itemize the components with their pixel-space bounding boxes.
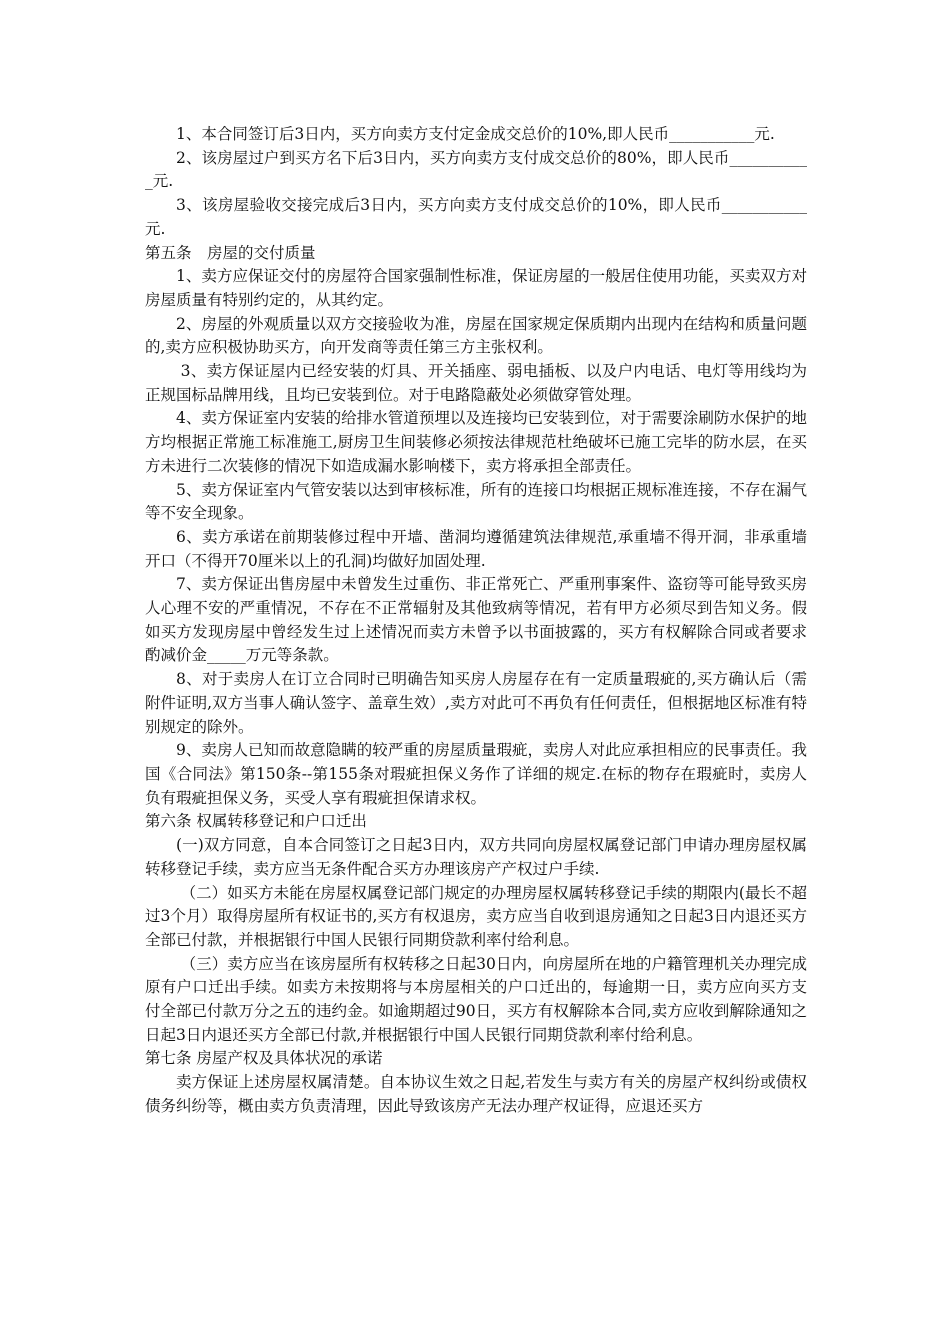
paragraph-quality-1: 1、卖方应保证交付的房屋符合国家强制性标准，保证房屋的一般居住使用功能，买卖双方对房屋质量有特别约定的，从其约定。 (145, 267, 807, 309)
paragraph-quality-2: 2、房屋的外观质量以双方交接验收为准，房屋在国家规定保质期内出现内在结构和质量问题的,卖方应积极协助买方，向开发商等责任第三方主张权利。 (145, 314, 807, 357)
paragraph-quality-5: 5、卖方保证室内气管安装以达到审核标准，所有的连接口均根据正规标准连接，不存在漏气等不安全现象。 (145, 480, 807, 523)
paragraph-quality-4: 4、卖方保证室内安装的给排水管道预埋以及连接均已安装到位，对于需要涂刷防水保护的地方均根据正常施工标准施工,厨房卫生间装修必须按法律规范杜绝破坏已施工完毕的防水层，在买方未进行二次装修的情况下如造成漏水影响楼下，卖方将承担全部责任。 (145, 409, 807, 475)
section-heading-5: 第五条 房屋的交付质量 (145, 243, 316, 262)
paragraph-quality-7: 7、卖方保证出售房屋中未曾发生过重伤、非正常死亡、严重刑事案件、盗窃等可能导致买房人心理不安的严重情况，不存在不正常辐射及其他致病等情况，若有甲方必须尽到告知义务。假如买方发现房屋中曾经发生过上述情况而卖方未曾予以书面披露的，买方有权解除合同或者要求酌减价金_____万元等条款。 (145, 575, 807, 665)
paragraph-title-1: 卖方保证上述房屋权属清楚。自本协议生效之日起,若发生与卖方有关的房屋产权纠纷或债权债务纠纷等，概由卖方负责清理，因此导致该房产无法办理产权证得，应退还买方 (145, 1073, 807, 1115)
paragraph-quality-6: 6、卖方承诺在前期装修过程中开墙、凿洞均遵循建筑法律规范,承重墙不得开洞，非承重墙开口（不得开70厘米以上的孔洞)均做好加固处理. (145, 527, 807, 570)
paragraph-payment-3: 3、该房屋验收交接完成后3日内，买方向卖方支付成交总价的10%，即人民币___________元. (145, 196, 807, 238)
document-page (145, 123, 807, 1119)
paragraph-quality-9: 9、卖房人已知而故意隐瞒的较严重的房屋质量瑕疵，卖房人对此应承担相应的民事责任。我国《合同法》第150条--第155条对瑕疵担保义务作了详细的规定.在标的物存在瑕疵时，卖房人负有瑕疵担保义务，买受人享有瑕疵担保请求权。 (145, 741, 807, 807)
section-heading-7: 第七条 房屋产权及具体状况的承诺 (145, 1049, 383, 1068)
paragraph-quality-3: 3、卖方保证屋内已经安装的灯具、开关插座、弱电插板、以及户内电话、电灯等用线均为正规国标品牌用线，且均已安装到位。对于电路隐蔽处必须做穿管处理。 (145, 362, 807, 404)
paragraph-transfer-3: （三）卖方应当在该房屋所有权转移之日起30日内，向房屋所在地的户籍管理机关办理完成原有户口迁出手续。如卖方未按期将与本房屋相关的户口迁出的，每逾期一日，卖方应向买方支付全部已付款万分之五的违约金。如逾期超过90日，买方有权解除本合同,卖方应收到解除通知之日起3日内退还买方全部已付款,并根据银行中国人民银行同期贷款利率付给利息。 (145, 954, 807, 1044)
paragraph-payment-2: 2、该房屋过户到买方名下后3日内，买方向卖方支付成交总价的80%，即人民币___________元. (145, 148, 807, 191)
section-heading-6: 第六条 权属转移登记和户口迁出 (145, 812, 367, 831)
paragraph-transfer-2: （二）如买方未能在房屋权属登记部门规定的办理房屋权属转移登记手续的期限内(最长不超过3个月）取得房屋所有权证书的,买方有权退房，卖方应当自收到退房通知之日起3日内退还买方全部已付款，并根据银行中国人民银行同期贷款利率付给利息。 (145, 883, 807, 949)
paragraph-quality-8: 8、对于卖房人在订立合同时已明确告知买房人房屋存在有一定质量瑕疵的,买方确认后（需附件证明,双方当事人确认签字、盖章生效）,卖方对此可不再负有任何责任，但根据地区标准有特别规定的除外。 (145, 670, 807, 736)
paragraph-payment-1: 1、本合同签订后3日内，买方向卖方支付定金成交总价的10%,即人民币___________元. (176, 125, 775, 143)
paragraph-transfer-1: (一)双方同意，自本合同签订之日起3日内，双方共同向房屋权属登记部门申请办理房屋权属转移登记手续，卖方应当无条件配合买方办理该房产产权过户手续. (145, 836, 807, 878)
